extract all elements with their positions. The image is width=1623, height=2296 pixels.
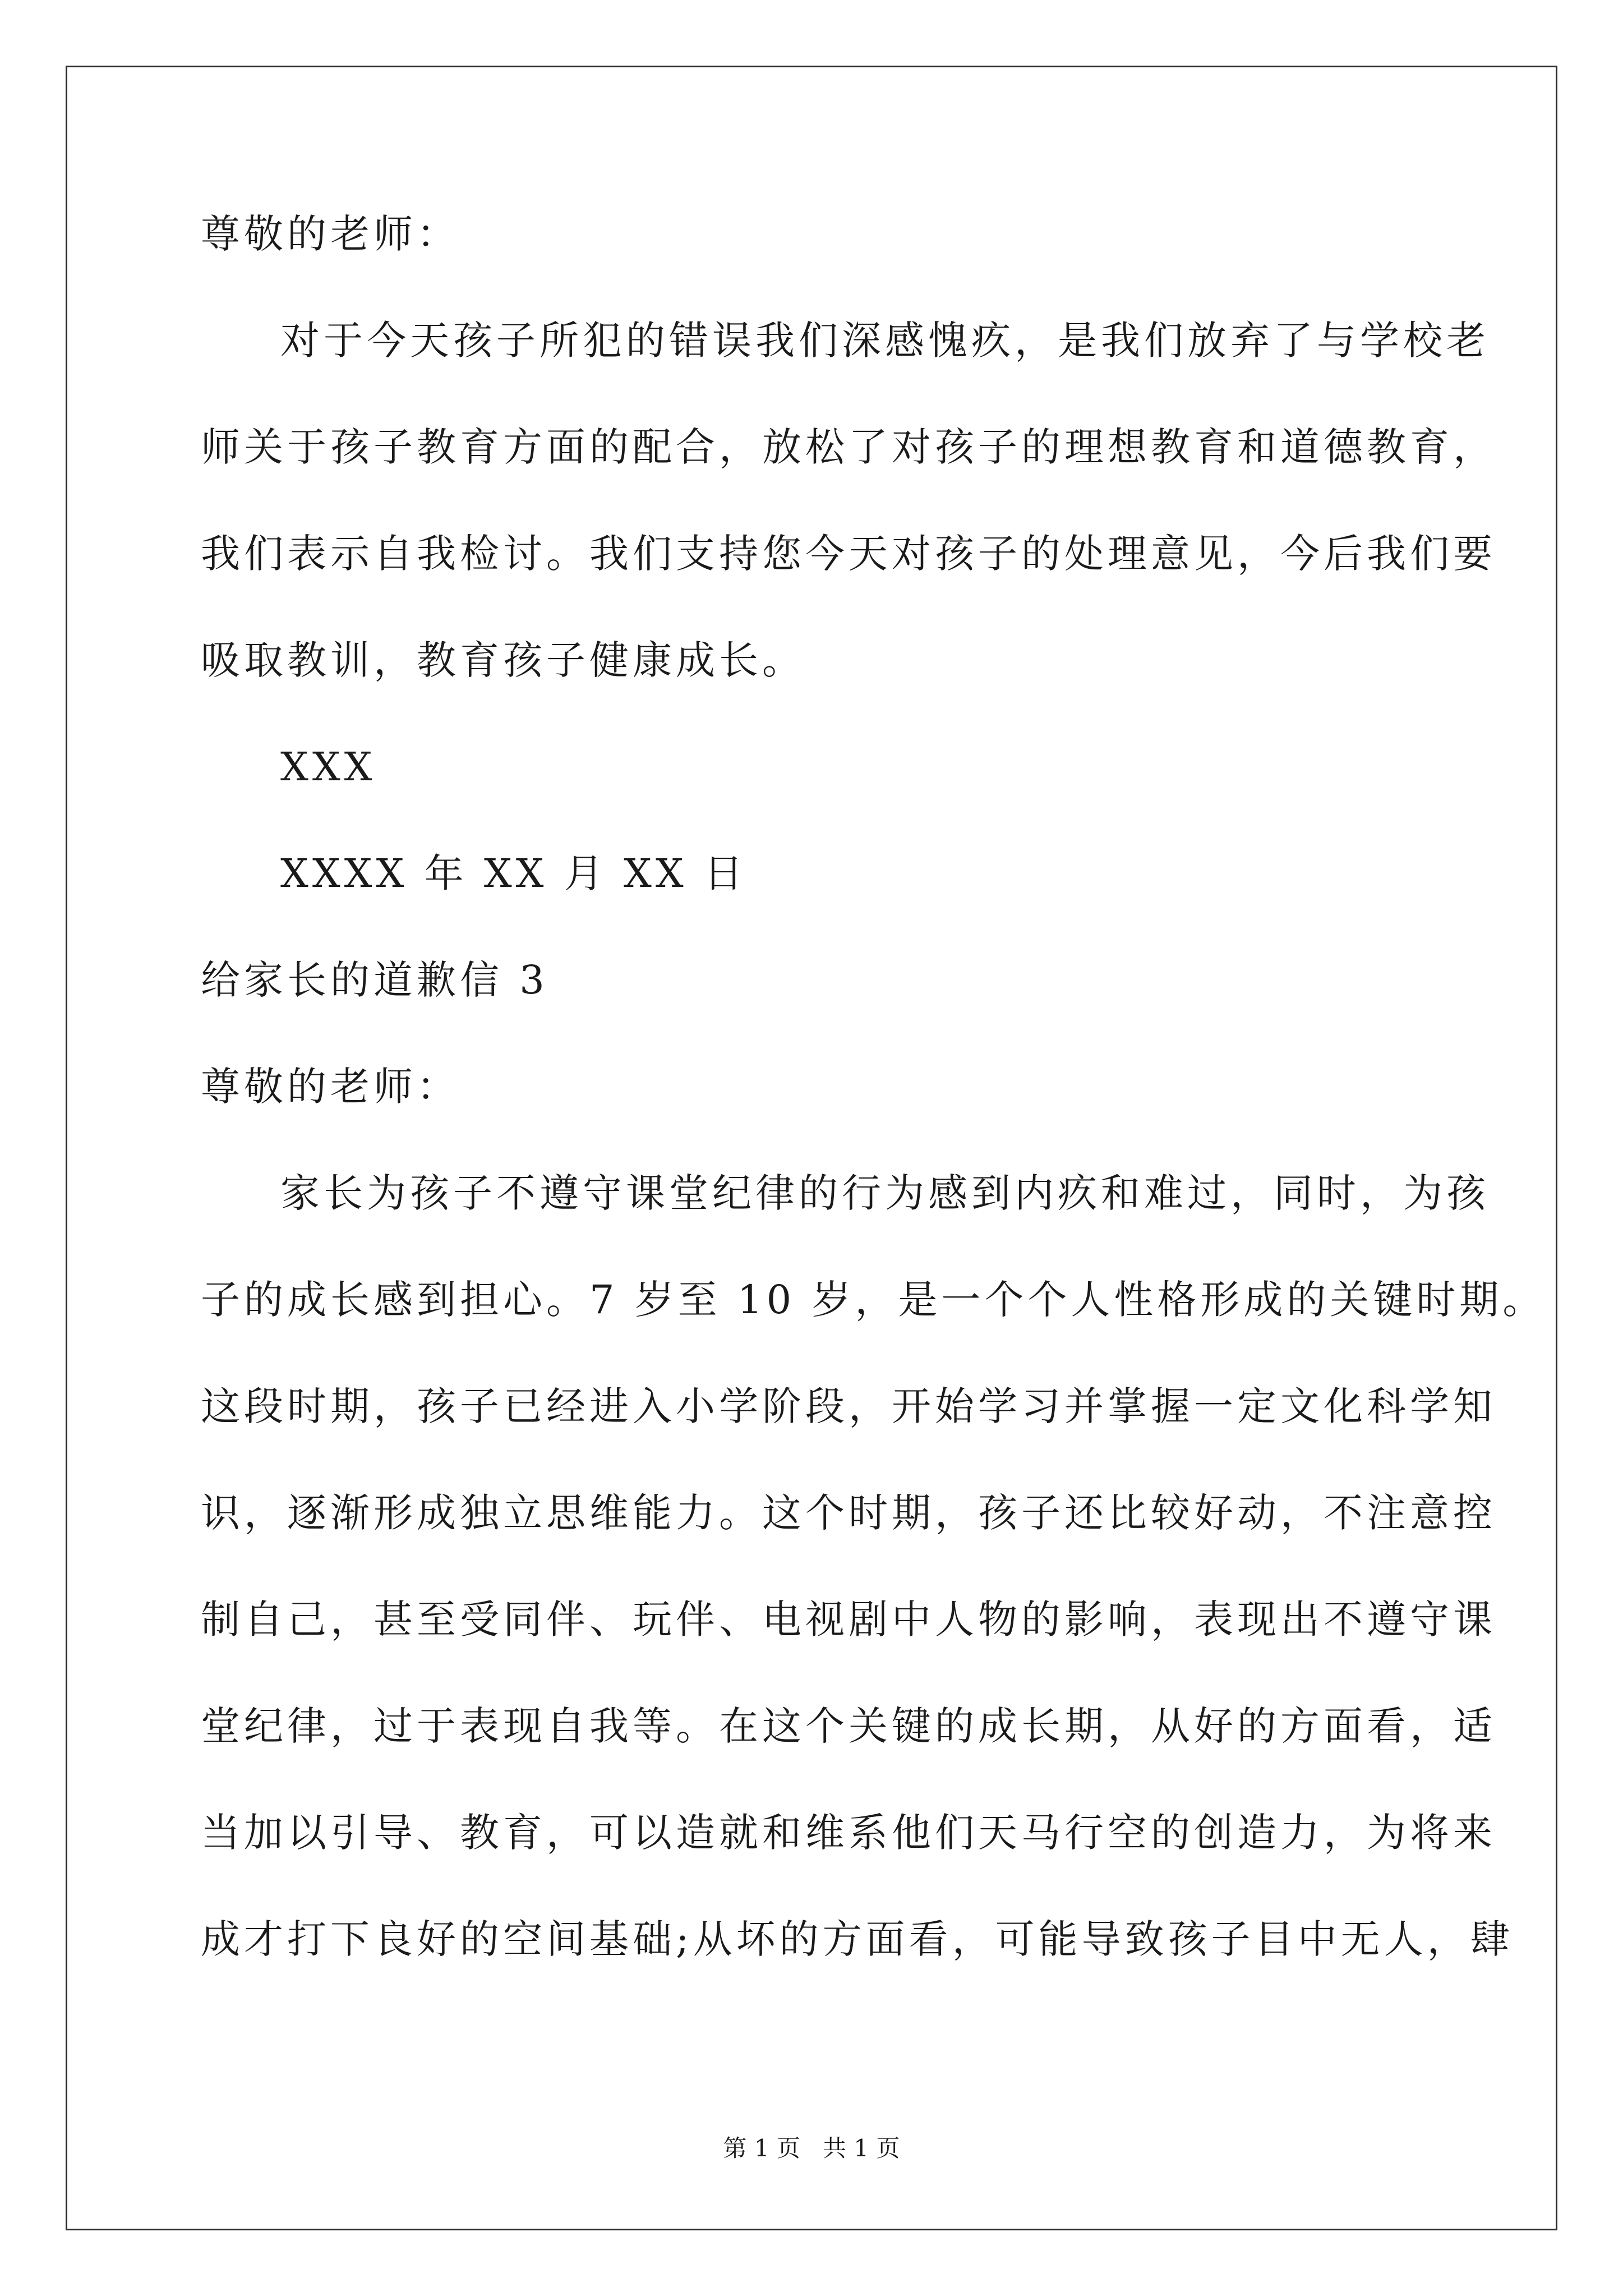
paragraph-line: 识，逐渐形成独立思维能力。这个时期，孩子还比较好动，不注意控 bbox=[201, 1490, 1496, 1536]
paragraph-line: 我们表示自我检讨。我们支持您今天对孩子的处理意见，今后我们要 bbox=[201, 531, 1496, 577]
paragraph-line: 子的成长感到担心。7 岁至 10 岁，是一个个人性格形成的关键时期。 bbox=[201, 1277, 1546, 1323]
paragraph-line: 成才打下良好的空间基础;从坏的方面看，可能导致孩子目中无人，肆 bbox=[201, 1916, 1514, 1962]
date-line: XXXX 年 XX 月 XX 日 bbox=[280, 850, 747, 896]
paragraph-line: 师关于孩子教育方面的配合，放松了对孩子的理想教育和道德教育， bbox=[201, 424, 1496, 470]
salutation-line: 尊敬的老师： bbox=[201, 1064, 460, 1110]
page-border bbox=[66, 66, 1557, 2230]
signature-line: XXX bbox=[280, 744, 376, 790]
page-number-footer: 第 1 页 共 1 页 bbox=[723, 2134, 900, 2162]
paragraph-line: 这段时期，孩子已经进入小学阶段，开始学习并掌握一定文化科学知 bbox=[201, 1383, 1496, 1429]
paragraph-line: 制自己，甚至受同伴、玩伴、电视剧中人物的影响，表现出不遵守课 bbox=[201, 1596, 1496, 1642]
paragraph-line: 堂纪律，过于表现自我等。在这个关键的成长期，从好的方面看，适 bbox=[201, 1703, 1496, 1749]
paragraph-line: 吸取教训，教育孩子健康成长。 bbox=[201, 637, 805, 683]
paragraph-line: 当加以引导、教育，可以造就和维系他们天马行空的创造力，为将来 bbox=[201, 1810, 1496, 1856]
paragraph-line: 家长为孩子不遵守课堂纪律的行为感到内疚和难过，同时，为孩 bbox=[280, 1170, 1490, 1216]
paragraph-line: 对于今天孩子所犯的错误我们深感愧疚，是我们放弃了与学校老 bbox=[280, 318, 1490, 364]
section-title: 给家长的道歉信 3 bbox=[201, 957, 548, 1003]
salutation-line: 尊敬的老师： bbox=[201, 211, 460, 257]
